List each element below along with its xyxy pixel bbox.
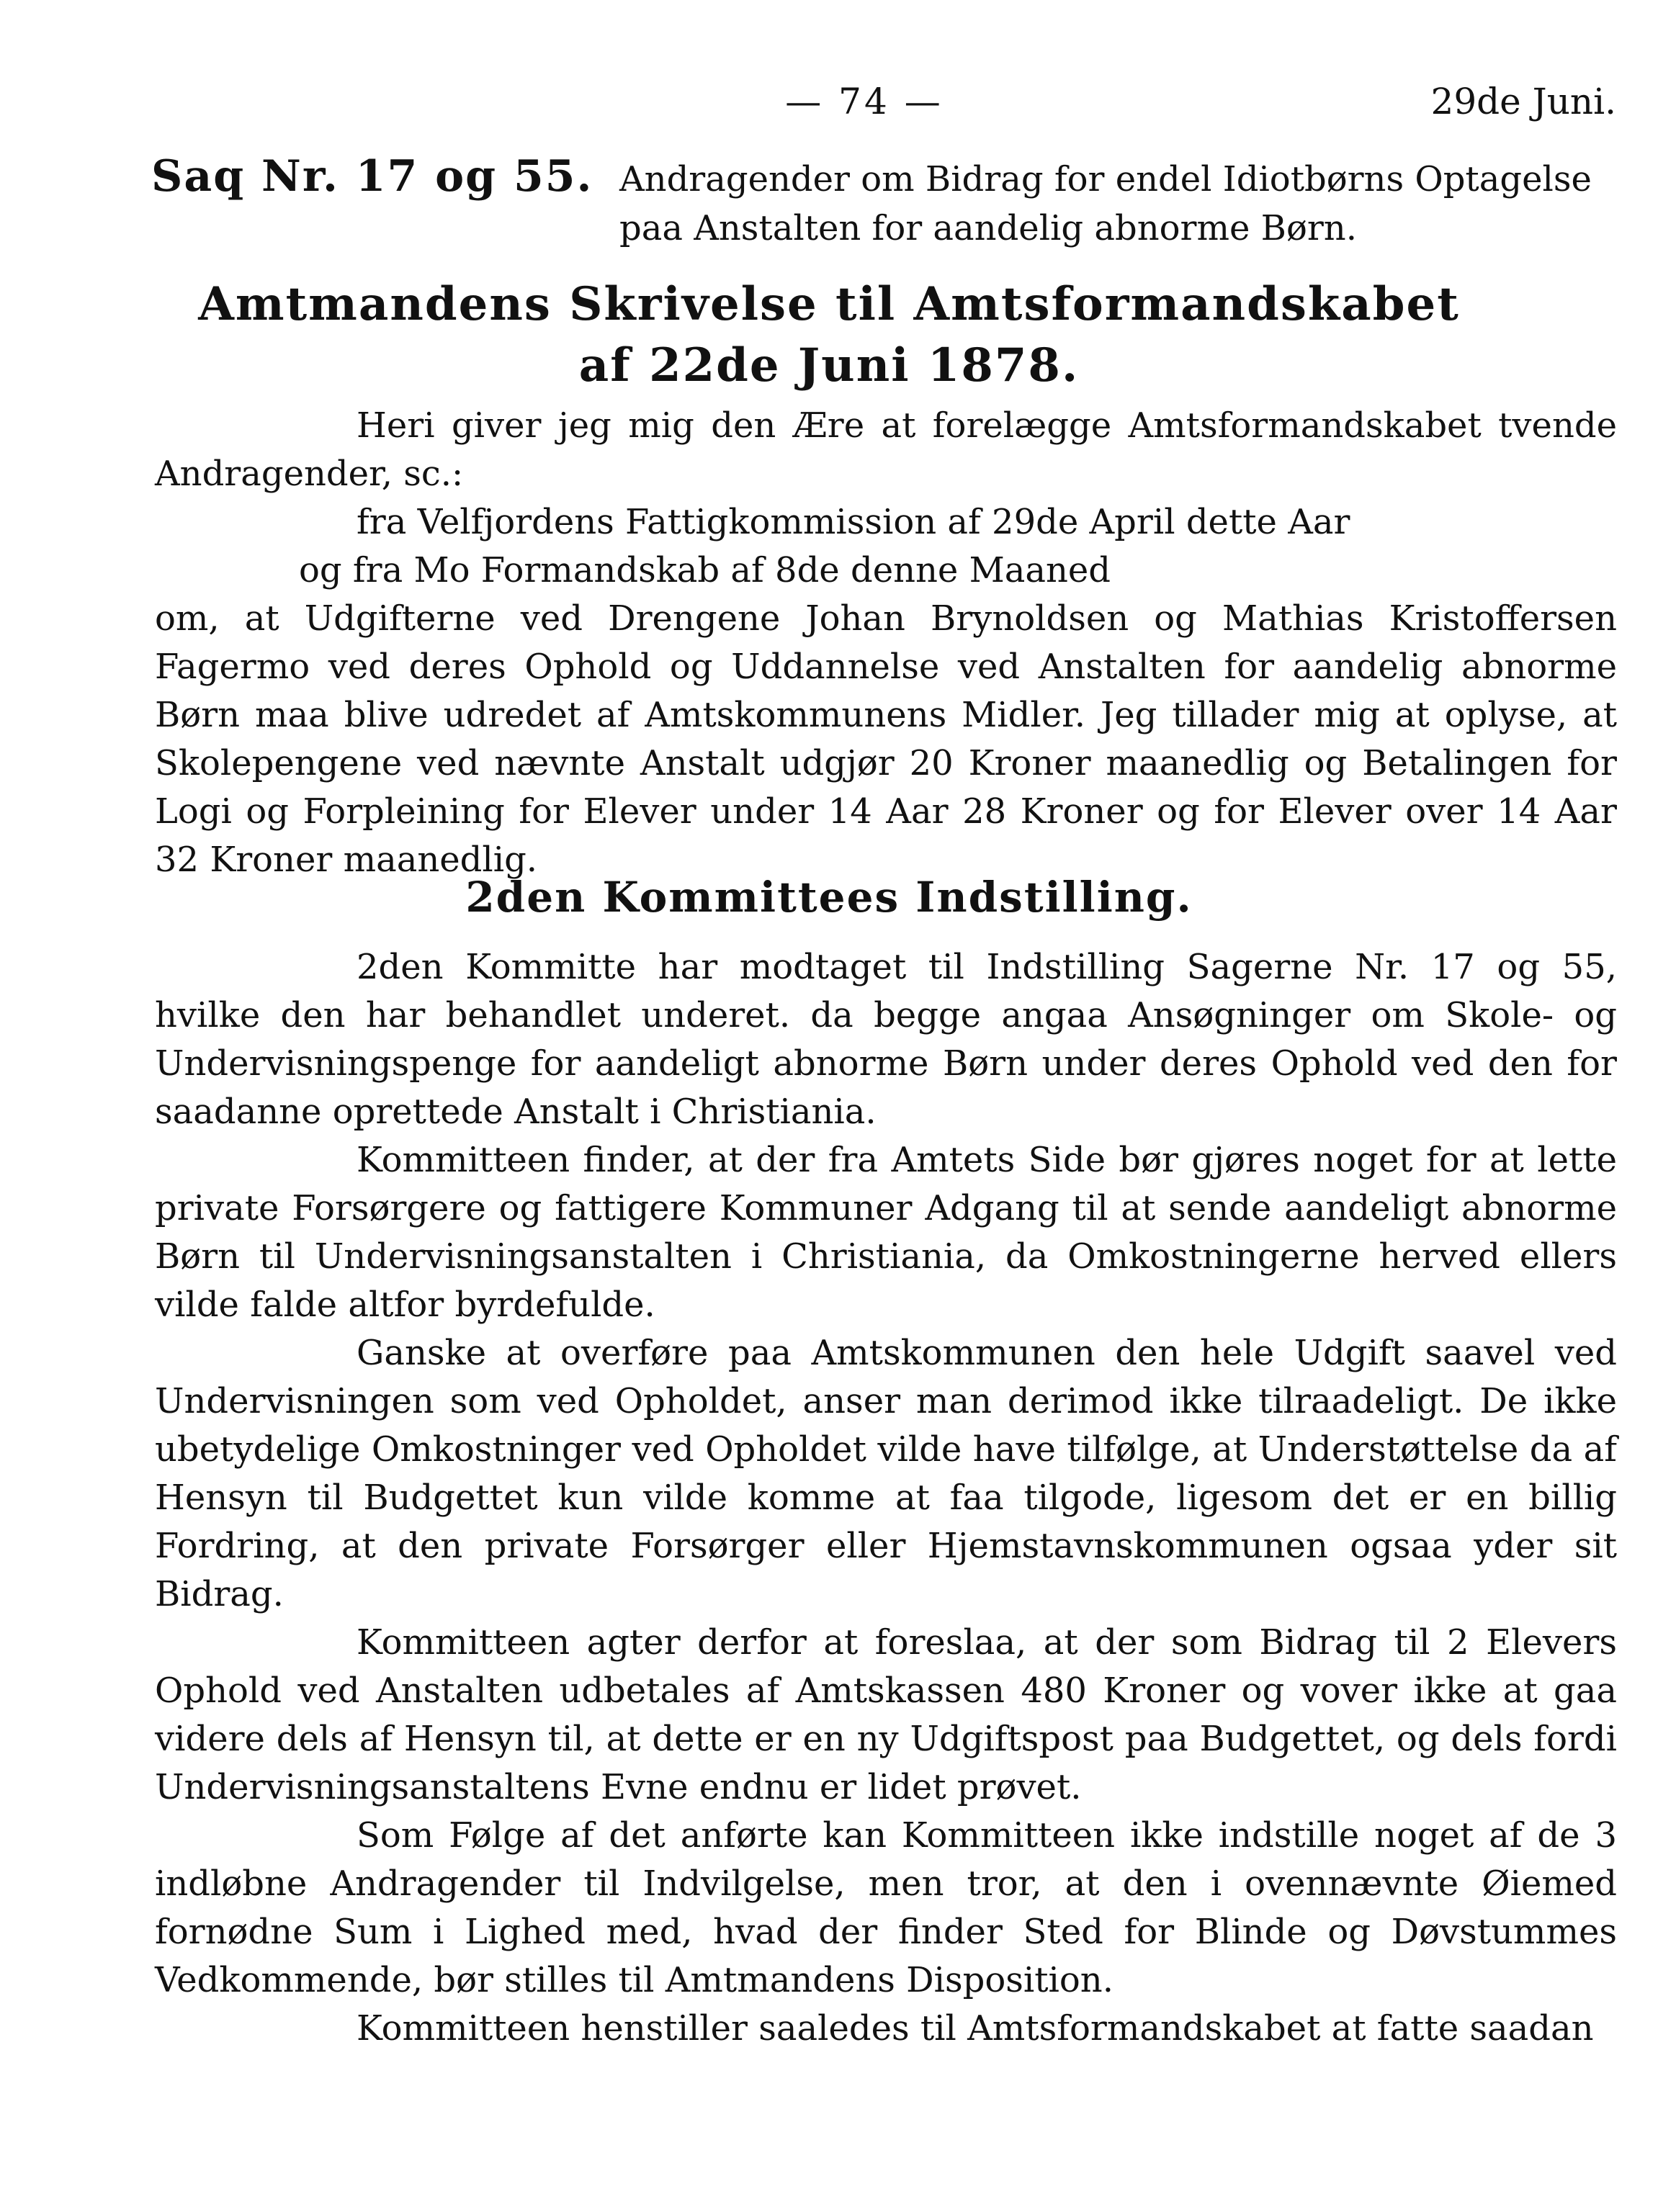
committee-paragraph: Kommitteen agter derfor at foreslaa, at der som Bidrag til 2 Elevers Ophold ved Anstalten udbetales af Amtskassen 480 Kroner og vover ikke at gaa videre dels af Hensyn til, at dette er en ny Udgiftspost paa Budgettet, og dels fordi Undervisningsanstaltens Evne endnu er lidet prøvet. bbox=[155, 1622, 1617, 1807]
case-description: Andragender om Bidrag for endel Idiotbørns Optagelse paa Anstalten for aandelig abnorme Børn. bbox=[619, 159, 1592, 248]
letter-intro: Heri giver jeg mig den Ære at forelægge Amtsformandskabet tvende Andragender, sc.: bbox=[155, 405, 1617, 494]
letter-heading-line2: af 22de Juni 1878. bbox=[578, 338, 1080, 392]
letter-source-1: fra Velfjordens Fattigkommission af 29de April dette Aar bbox=[357, 502, 1350, 542]
committee-paragraph: Kommitteen finder, at der fra Amtets Side bør gjøres noget for at lette private Forsørgere og fattigere Kommuner Adgang til at sende aandeligt abnorme Børn til Undervisningsanstalten i Christiania, da Omkostningerne herved ellers vilde falde altfor byrdefulde. bbox=[155, 1140, 1617, 1325]
committee-heading: 2den Kommittees Indstilling. bbox=[465, 873, 1193, 922]
case-label: Saq Nr. 17 og 55. bbox=[151, 151, 593, 202]
letter-source-2: og fra Mo Formandskab af 8de denne Maaned bbox=[299, 550, 1111, 590]
page-number: — 74 — bbox=[785, 81, 944, 122]
letter-heading-line1: Amtmandens Skrivelse til Amtsformandskabet bbox=[198, 277, 1460, 331]
committee-paragraph: Ganske at overføre paa Amtskommunen den hele Udgift saavel ved Undervisningen som ved Opholdet, anser man derimod ikke tilraadeligt. De ikke ubetydelige Omkostninger ved Opholdet vilde have tilfølge, at Understøttelse da af Hensyn til Budgettet kun vilde komme at faa tilgode, ligesom det er en billig Fordring, at den private Forsørger eller Hjemstavnskommunen ogsaa yder sit Bidrag. bbox=[155, 1333, 1617, 1614]
committee-paragraph: Kommitteen henstiller saaledes til Amtsformandskabet at fatte saadan bbox=[357, 2008, 1594, 2049]
letter-main-text: om, at Udgifterne ved Drengene Johan Brynoldsen og Mathias Kristoffersen Fagermo ved deres Ophold og Uddannelse ved Anstalten for aandelig abnorme Børn maa blive udredet af Amtskommunens Midler. Jeg tillader mig at oplyse, at Skolepengene ved nævnte Anstalt udgjør 20 Kroner maanedlig og Betalingen for Logi og Forpleining for Elever under 14 Aar 28 Kroner og for Elever over 14 Aar 32 Kroner maanedlig. bbox=[155, 598, 1617, 880]
letter-body bbox=[155, 402, 1617, 884]
page-date: 29de Juni. bbox=[1430, 81, 1616, 122]
committee-body bbox=[155, 943, 1617, 2053]
committee-paragraph: Som Følge af det anførte kan Kommitteen ikke indstille noget af de 3 indløbne Andragender til Indvilgelse, men tror, at den i ovennævnte Øiemed fornødne Sum i Lighed med, hvad der finder Sted for Blinde og Døvstummes Vedkommende, bør stilles til Amtmandens Disposition. bbox=[155, 1815, 1617, 2000]
committee-paragraph: 2den Kommitte har modtaget til Indstilling Sagerne Nr. 17 og 55, hvilke den har behandlet underet. da begge angaa Ansøgninger om Skole- og Undervisningspenge for aandeligt abnorme Børn under deres Ophold ved den for saadanne oprettede Anstalt i Christiania. bbox=[155, 947, 1617, 1132]
